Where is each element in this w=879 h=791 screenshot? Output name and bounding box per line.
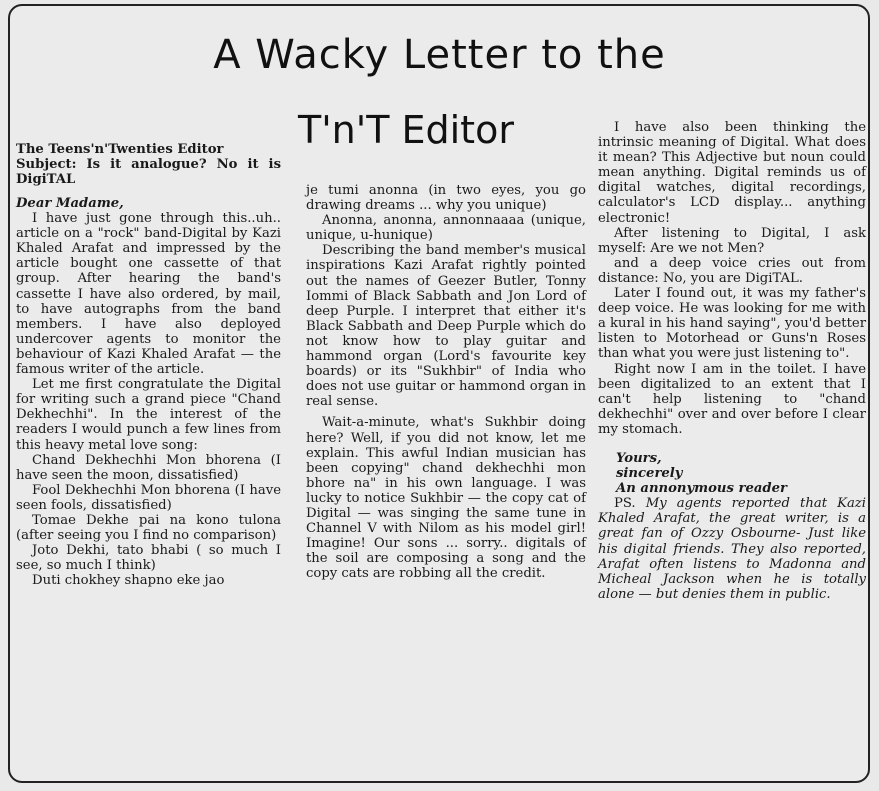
- lyric-line: Tomae Dekhe pai na kono tulona (after seeing you I find no comparison): [16, 512, 281, 544]
- lyric-line: Fool Dekhechhi Mon bhorena (I have seen fools, dissatisfied): [16, 482, 281, 513]
- paragraph: Describing the band member's musical inspirations Kazi Arafat rightly pointed out the names of Geezer Butler, Tonny Iommi of Black Sabbath and Jon Lord of deep Purple. I interpret that either it's Black Sabbath and Deep Purple which do not know how to play guitar and hammond organ (Lord's favourite key boards) or its "Sukhbir" of India who does not use guitar or hammond organ in real sense.: [306, 243, 586, 410]
- salutation: Dear Madame,: [16, 196, 124, 211]
- paragraph: Later I found out, it was my father's deep voice. He was looking for me with a kural in his hand saying", you'd better listen to Motorhead or Guns'n Roses than what you were just listening to".: [598, 286, 866, 362]
- lyric-line: Joto Dekhi, tato bhabi ( so much I see, so much I think): [16, 543, 281, 574]
- paragraph: Right now I am in the toilet. I have been digitalized to an extent that I can't help listening to "chand dekhechhi" over and over before I clear my stomach.: [598, 361, 866, 437]
- paragraph: Wait-a-minute, what's Sukhbir doing here? Well, if you did not know, let me explain. This awful Indian musician has been copying" chand dekhechhi mon bhore na" in his own language. I was lucky to notice Sukhbir — the copy cat of Digital — was singing the same tune in Channel V with Nilom as his model girl! Imagine! Our sons ... sorry.. digitals of the soil are composing a song and the copy cats are robbing all the credit.: [306, 415, 586, 582]
- column-2: [306, 183, 586, 581]
- lyric-line: Anonna, anonna, annonnaaaa (unique, unique, u-hunique): [306, 213, 586, 244]
- headline-line-1: A Wacky Letter to the: [213, 32, 666, 78]
- headline-line-2: T'n'T Editor: [298, 108, 514, 152]
- signoff-yours: Yours,: [616, 450, 662, 466]
- paragraph: After listening to Digital, I ask myself: Are we not Men?: [598, 225, 866, 256]
- paragraph: I have also been thinking the intrinsic meaning of Digital. What does it mean? This Adjective but noun could mean anything. Digital reminds us of digital watches, digital recordings, calculator's LCD display... anything electronic!: [598, 120, 866, 226]
- signoff-signature: An annonymous reader: [616, 481, 787, 497]
- paragraph: I have just gone through this..uh.. article on a "rock" band-Digital by Kazi Khaled Arafat and impressed by the article bought one cassette of that group. After hearing the band's cassette I have also ordered, by mail, to have autographs from the band members. I have also deployed undercover agents to monitor the behaviour of Kazi Khaled Arafat — the famous writer of the article.: [16, 211, 281, 378]
- lyric-line: je tumi anonna (in two eyes, you go drawing dreams ... why you unique): [306, 183, 586, 214]
- lyric-line: Duti chokhey shapno eke jao: [32, 573, 225, 589]
- paragraph: Let me first congratulate the Digital for writing such a grand piece "Chand Dekhechhi". In the interest of the readers I would punch a few lines from this heavy metal love song:: [16, 377, 281, 453]
- lyric-line: Chand Dekhechhi Mon bhorena (I have seen the moon, dissatisfied): [16, 452, 281, 483]
- signoff-sincerely: sincerely: [616, 466, 683, 482]
- subject-line: Subject: Is it analogue? No it is DigiTAL: [16, 157, 281, 187]
- postscript-text: My agents reported that Kazi Khaled Arafat, the great writer, is a great fan of Ozzy Osbourne- Just like his digital friends. They also reported, Arafat often listens to Madonna and Micheal Jackson when he is totally alone — but denies them in public.: [598, 496, 866, 602]
- paragraph: and a deep voice cries out from distance: No, you are DigiTAL.: [598, 255, 866, 286]
- column-1: [16, 142, 281, 588]
- letter-header: [16, 142, 281, 187]
- addressee: The Teens'n'Twenties Editor: [16, 142, 224, 157]
- postscript: [598, 496, 866, 602]
- postscript-label: PS.: [614, 496, 636, 512]
- column-3: [598, 120, 866, 602]
